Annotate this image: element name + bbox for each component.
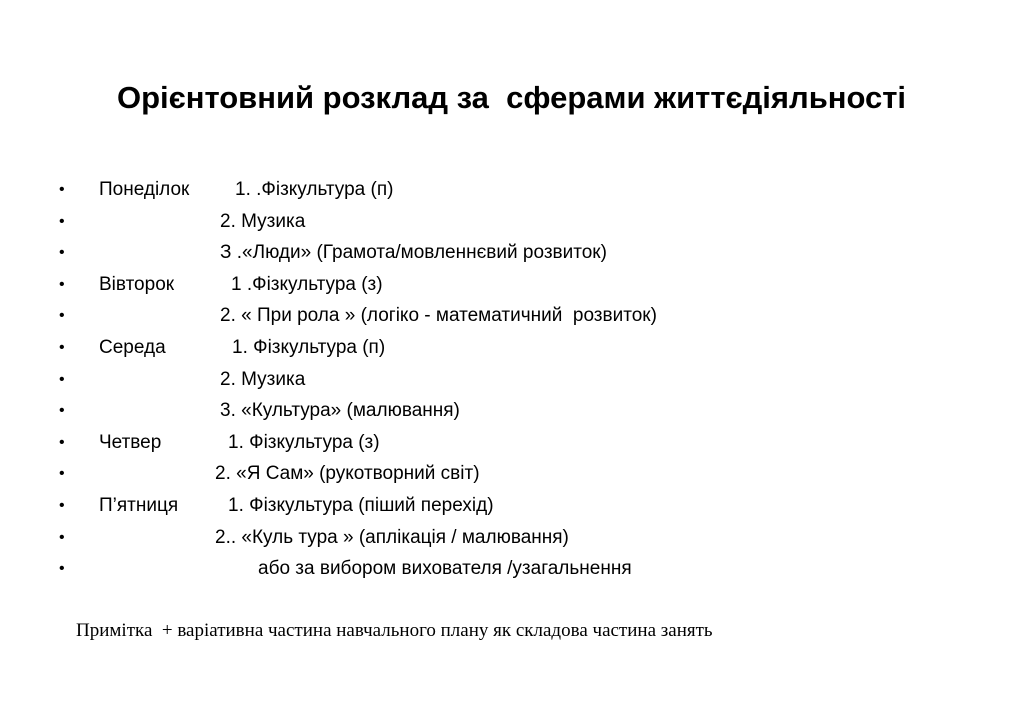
lesson-item: 2.. «Куль тура » (аплікація / малювання) <box>215 526 569 548</box>
day-label: Понеділок <box>99 179 190 200</box>
schedule-row <box>0 490 1023 522</box>
lesson-item: З .«Люди» (Грамота/мовленнєвий розвиток) <box>220 242 607 264</box>
lesson-item: 1. Фізкультура (з) <box>228 431 380 453</box>
day-label: Середа <box>99 336 166 358</box>
lesson-item: 2. Музика <box>220 368 306 390</box>
bullet-icon: • <box>59 496 65 514</box>
bullet-icon: • <box>59 528 65 546</box>
lesson-item: 1. Фізкультура (п) <box>232 336 386 358</box>
bullet-icon: • <box>59 402 65 420</box>
bullet-icon: • <box>59 370 65 388</box>
day-label: Вівторок <box>99 273 175 295</box>
schedule-row <box>0 458 1023 490</box>
bullet-icon: • <box>59 433 65 451</box>
schedule-row <box>0 395 1023 427</box>
bullet-icon: • <box>59 181 65 198</box>
schedule-list <box>0 174 1023 585</box>
lesson-item: або за вибором вихователя /узагальнення <box>258 558 632 580</box>
bullet-icon: • <box>59 275 65 293</box>
schedule-row <box>0 364 1023 396</box>
bullet-icon: • <box>59 307 65 325</box>
slide-title: Орієнтовний розклад за сферами життєдіяльності <box>116 80 907 115</box>
day-label: П’ятниця <box>99 494 179 516</box>
bullet-icon: • <box>59 244 65 262</box>
lesson-item: 2. Музика <box>220 210 306 232</box>
footnote: Примітка + варіативна частина навчального плану як складова частина занять <box>76 620 713 641</box>
bullet-icon: • <box>59 212 65 230</box>
lesson-item: 3. «Культура» (малювання) <box>220 400 460 422</box>
schedule-row <box>0 237 1023 269</box>
lesson-item: 2. « При рола » (логіко - математичний розвиток) <box>220 305 657 327</box>
schedule-row <box>0 427 1023 459</box>
day-label: Четвер <box>99 431 162 453</box>
lesson-item: 1. Фізкультура (піший перехід) <box>228 494 494 516</box>
schedule-row <box>0 522 1023 554</box>
schedule-row <box>0 174 1023 206</box>
schedule-row <box>0 332 1023 364</box>
schedule-row <box>0 553 1023 585</box>
lesson-item: 2. «Я Сам» (рукотворний світ) <box>215 463 480 485</box>
lesson-item: 1 .Фізкультура (з) <box>231 273 383 295</box>
schedule-row <box>0 206 1023 238</box>
bullet-icon: • <box>59 465 65 483</box>
schedule-row <box>0 269 1023 301</box>
schedule-row <box>0 300 1023 332</box>
lesson-item: 1. .Фізкультура (п) <box>235 179 394 200</box>
bullet-icon: • <box>59 560 65 578</box>
bullet-icon: • <box>59 338 65 356</box>
